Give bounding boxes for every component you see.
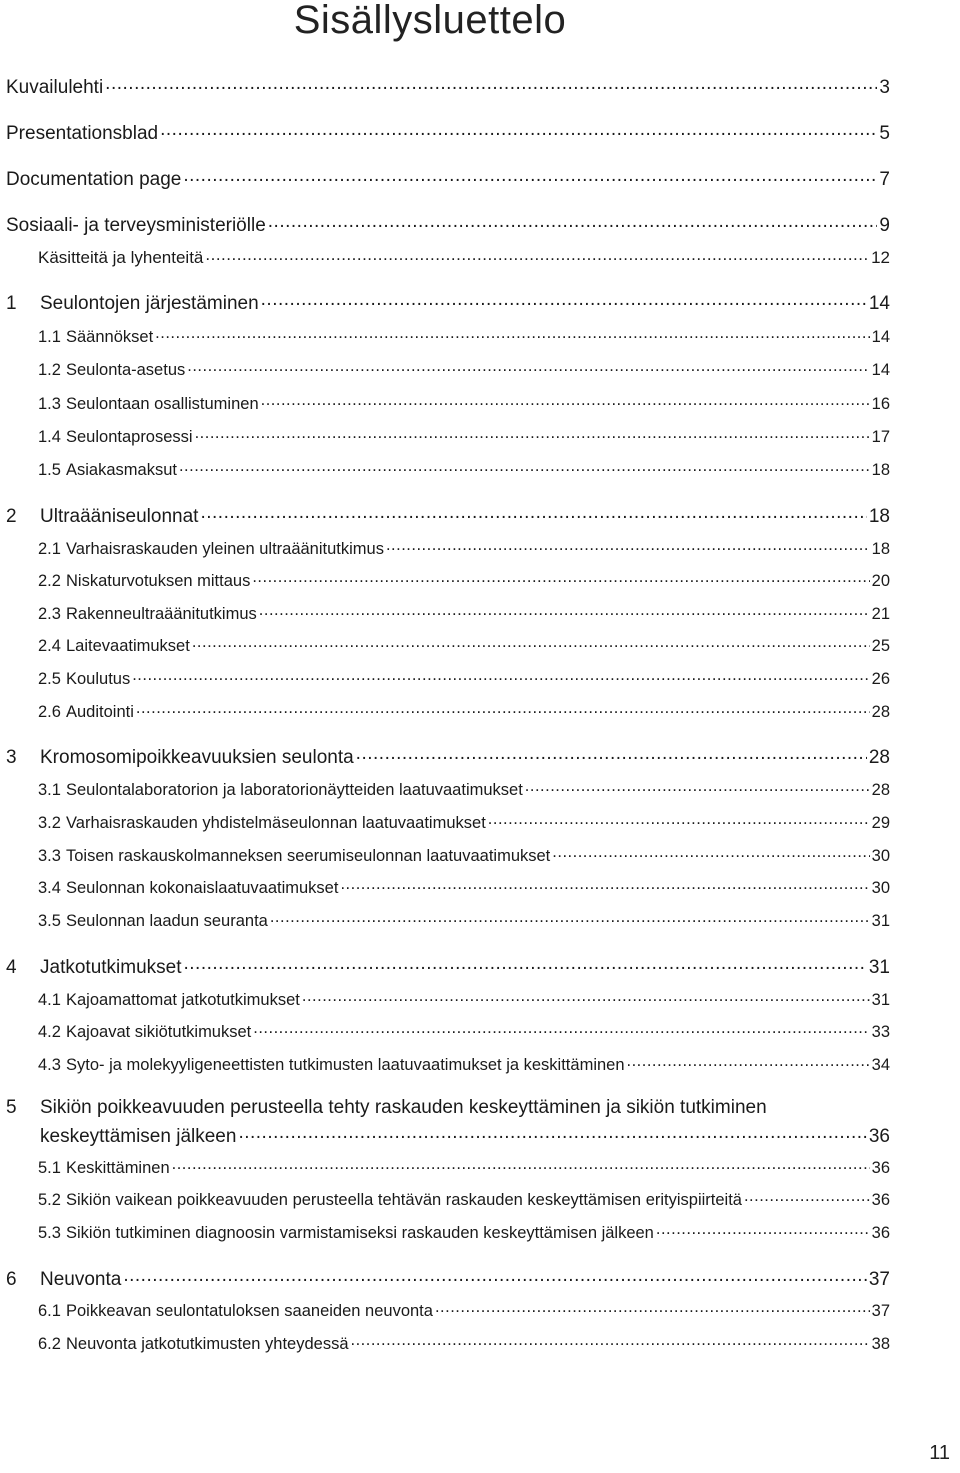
section-number: 3.5 [38, 911, 61, 930]
leader-dots [270, 909, 870, 926]
chapter-number: 4 [6, 957, 17, 978]
toc-section-2-6[interactable] [38, 700, 890, 720]
toc-entry-page: 5 [879, 123, 890, 144]
section-number: 1.2 [38, 360, 61, 379]
leader-dots [351, 1332, 870, 1349]
leader-dots [136, 700, 870, 717]
toc-entry-title: Seulontaan osallistuminen [66, 394, 259, 413]
leader-dots [253, 1020, 869, 1037]
toc-section-3-4[interactable] [38, 876, 890, 896]
toc-section-2-4[interactable] [38, 634, 890, 654]
toc-section-5-1[interactable] [38, 1156, 890, 1176]
toc-entry-title: Documentation page [6, 169, 182, 190]
page-title: Sisällysluettelo [293, 0, 567, 42]
section-number: 1.5 [38, 460, 61, 479]
section-number: 3.4 [38, 878, 61, 897]
toc-entry-page: 31 [871, 911, 890, 930]
toc-section-2-3[interactable] [38, 602, 890, 622]
toc-chapter-1[interactable] [6, 290, 890, 313]
leader-dots [132, 667, 869, 684]
toc-entry-title: Koulutus [66, 669, 131, 688]
leader-dots [340, 876, 869, 893]
toc-entry-title: Sikiön poikkeavuuden perusteella tehty raskauden keskeyttäminen ja sikiön tutkiminen [40, 1097, 767, 1118]
leader-dots [200, 503, 866, 522]
toc-entry-page: 36 [871, 1158, 890, 1177]
section-number: 2.5 [38, 669, 61, 688]
toc-entry-page: 31 [868, 957, 890, 978]
section-number: 2.6 [38, 702, 61, 721]
section-number: 1.4 [38, 427, 61, 446]
toc-entry-stm[interactable] [6, 212, 890, 235]
toc-entry-kuvailulehti[interactable] [6, 74, 890, 97]
section-number: 6.1 [38, 1301, 61, 1320]
toc-entry-title: Sikiön tutkiminen diagnoosin varmistamiseksi raskauden keskeyttämisen jälkeen [66, 1223, 654, 1242]
section-number: 2.4 [38, 636, 61, 655]
toc-entry-title: Neuvonta [40, 1269, 122, 1290]
toc-entry-title: Asiakasmaksut [66, 460, 177, 479]
section-number: 4.3 [38, 1055, 61, 1074]
toc-entry-page: 20 [871, 571, 890, 590]
toc-entry-page: 38 [871, 1334, 890, 1353]
toc-entry-title: Seulontaprosessi [66, 427, 193, 446]
section-number: 5.2 [38, 1190, 61, 1209]
chapter-number: 3 [6, 747, 17, 768]
toc-chapter-4[interactable] [6, 954, 890, 977]
leader-dots [525, 778, 870, 795]
section-number: 2.2 [38, 571, 61, 590]
leader-dots [205, 246, 869, 263]
toc-entry-title: Keskittäminen [66, 1158, 170, 1177]
toc-entry-title: Ultraääniseulonnat [40, 506, 199, 527]
leader-dots [160, 120, 877, 139]
toc-entry-page: 30 [871, 878, 890, 897]
leader-dots [552, 844, 869, 861]
toc-entry-page: 7 [879, 169, 890, 190]
toc-entry-page: 17 [871, 427, 890, 446]
leader-dots [183, 166, 877, 185]
toc-entry-title: Jatkotutkimukset [40, 957, 182, 978]
toc-entry-title: Käsitteitä ja lyhenteitä [38, 248, 204, 267]
toc-entry-title: Kromosomipoikkeavuuksien seulonta [40, 747, 354, 768]
toc-entry-page: 31 [871, 990, 890, 1009]
toc-entry-page: 28 [868, 747, 890, 768]
toc-entry-page: 34 [871, 1055, 890, 1074]
section-number: 6.2 [38, 1334, 61, 1353]
section-number: 2.3 [38, 604, 61, 623]
toc-chapter-5[interactable] [40, 1123, 890, 1146]
toc-entry-title: Sikiön vaikean poikkeavuuden perusteella tehtävän raskauden keskeyttämisen erityispiirteitä [66, 1190, 742, 1209]
toc-entry-page: 16 [871, 394, 890, 413]
toc-entry-page: 36 [871, 1223, 890, 1242]
leader-dots [302, 988, 870, 1005]
leader-dots [192, 634, 870, 651]
toc-entry-title: Neuvonta jatkotutkimusten yhteydessä [66, 1334, 349, 1353]
toc-section-4-1[interactable] [38, 988, 890, 1008]
toc-section-4-3[interactable] [38, 1053, 890, 1073]
toc-section-1-3[interactable] [38, 392, 890, 412]
leader-dots [179, 458, 870, 475]
toc-entry-page: 28 [871, 780, 890, 799]
section-number: 4.2 [38, 1022, 61, 1041]
toc-entry-page: 26 [871, 669, 890, 688]
page-number: 11 [929, 1442, 950, 1464]
leader-dots [744, 1188, 870, 1205]
toc-entry-title: Sosiaali- ja terveysministeriölle [6, 215, 266, 236]
toc-chapter-5-line1[interactable] [6, 1098, 767, 1117]
toc-section-6-1[interactable] [38, 1299, 890, 1319]
toc-entry-page: 12 [871, 248, 890, 267]
toc-entry-documentation-page[interactable] [6, 166, 890, 189]
leader-dots [435, 1299, 870, 1316]
toc-entry-abbreviations[interactable] [38, 246, 890, 266]
toc-entry-title: Presentationsblad [6, 123, 159, 144]
toc-entry-title: Kajoamattomat jatkotutkimukset [66, 990, 300, 1009]
toc-entry-title: Seulonta-asetus [66, 360, 186, 379]
toc-section-1-1[interactable] [38, 325, 890, 345]
section-number: 3.2 [38, 813, 61, 832]
leader-dots [356, 744, 867, 763]
toc-chapter-2[interactable] [6, 503, 890, 526]
toc-entry-page: 9 [879, 215, 890, 236]
toc-section-5-3[interactable] [38, 1221, 890, 1241]
toc-entry-title: Laitevaatimukset [66, 636, 190, 655]
section-number: 2.1 [38, 539, 61, 558]
toc-section-3-3[interactable] [38, 844, 890, 864]
section-number: 4.1 [38, 990, 61, 1009]
toc-entry-page: 18 [871, 539, 890, 558]
toc-entry-page: 14 [871, 327, 890, 346]
toc-entry-page: 18 [871, 460, 890, 479]
toc-entry-page: 37 [868, 1269, 890, 1290]
leader-dots [184, 954, 867, 973]
toc-section-4-2[interactable] [38, 1020, 890, 1040]
leader-dots [172, 1156, 870, 1173]
toc-section-2-2[interactable] [38, 569, 890, 589]
toc-entry-title: keskeyttämisen jälkeen [40, 1126, 237, 1147]
toc-entry-title: Seulonnan kokonaislaatuvaatimukset [66, 878, 339, 897]
chapter-number: 6 [6, 1269, 17, 1290]
leader-dots [261, 392, 870, 409]
toc-entry-page: 37 [871, 1301, 890, 1320]
toc-entry-title: Kajoavat sikiötutkimukset [66, 1022, 252, 1041]
toc-entry-title: Seulonnan laadun seuranta [66, 911, 268, 930]
leader-dots [386, 537, 870, 554]
leader-dots [261, 290, 867, 309]
toc-entry-page: 3 [879, 77, 890, 98]
toc-entry-page: 14 [868, 293, 890, 314]
section-number: 1.3 [38, 394, 61, 413]
chapter-number: 1 [6, 293, 17, 314]
toc-section-1-2[interactable] [38, 358, 890, 378]
toc-entry-page: 29 [871, 813, 890, 832]
toc-entry-title: Seulontalaboratorion ja laboratorionäytteiden laatuvaatimukset [66, 780, 523, 799]
toc-entry-title: Poikkeavan seulontatuloksen saaneiden neuvonta [66, 1301, 433, 1320]
leader-dots [123, 1266, 867, 1285]
toc-entry-page: 33 [871, 1022, 890, 1041]
toc-entry-title: Auditointi [66, 702, 134, 721]
toc-entry-title: Säännökset [66, 327, 154, 346]
leader-dots [187, 358, 869, 375]
leader-dots [252, 569, 869, 586]
section-number: 5.1 [38, 1158, 61, 1177]
toc-entry-title: Rakenneultraäänitutkimus [66, 604, 257, 623]
leader-dots [627, 1053, 870, 1070]
section-number: 5.3 [38, 1223, 61, 1242]
leader-dots [488, 811, 870, 828]
toc-entry-page: 14 [871, 360, 890, 379]
chapter-number: 5 [6, 1097, 17, 1118]
toc-section-5-2[interactable] [38, 1188, 890, 1208]
toc-entry-title: Toisen raskauskolmanneksen seerumiseulonnan laatuvaatimukset [66, 846, 551, 865]
toc-entry-title: Syto- ja molekyyligeneettisten tutkimusten laatuvaatimukset ja keskittäminen [66, 1055, 625, 1074]
leader-dots [238, 1123, 866, 1142]
leader-dots [155, 325, 869, 342]
toc-entry-page: 28 [871, 702, 890, 721]
toc-chapter-6[interactable] [6, 1266, 890, 1289]
toc-entry-page: 36 [871, 1190, 890, 1209]
toc-section-2-5[interactable] [38, 667, 890, 687]
leader-dots [105, 74, 877, 93]
toc-entry-title: Niskaturvotuksen mittaus [66, 571, 251, 590]
toc-entry-page: 36 [868, 1126, 890, 1147]
chapter-number: 2 [6, 506, 17, 527]
toc-section-3-1[interactable] [38, 778, 890, 798]
leader-dots [195, 425, 870, 442]
toc-section-3-2[interactable] [38, 811, 890, 831]
toc-entry-presentationsblad[interactable] [6, 120, 890, 143]
toc-entry-page: 25 [871, 636, 890, 655]
leader-dots [656, 1221, 870, 1238]
toc-entry-title: Seulontojen järjestäminen [40, 293, 259, 314]
section-number: 3.3 [38, 846, 61, 865]
toc-section-6-2[interactable] [38, 1332, 890, 1352]
leader-dots [259, 602, 870, 619]
section-number: 1.1 [38, 327, 61, 346]
leader-dots [268, 212, 878, 231]
toc-section-2-1[interactable] [38, 537, 890, 557]
toc-section-1-4[interactable] [38, 425, 890, 445]
toc-entry-page: 18 [868, 506, 890, 527]
toc-entry-title: Varhaisraskauden yleinen ultraäänitutkimus [66, 539, 384, 558]
toc-chapter-3[interactable] [6, 744, 890, 767]
toc-section-1-5[interactable] [38, 458, 890, 478]
toc-entry-page: 21 [871, 604, 890, 623]
toc-section-3-5[interactable] [38, 909, 890, 929]
toc-entry-title: Kuvailulehti [6, 77, 104, 98]
section-number: 3.1 [38, 780, 61, 799]
toc-entry-title: Varhaisraskauden yhdistelmäseulonnan laatuvaatimukset [66, 813, 486, 832]
toc-entry-page: 30 [871, 846, 890, 865]
